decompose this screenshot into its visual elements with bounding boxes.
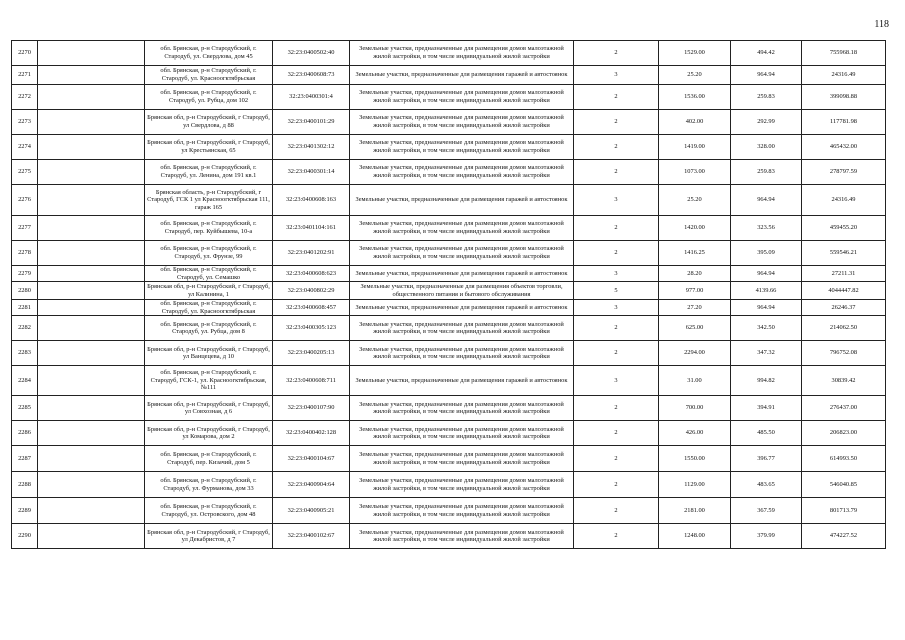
cadastral-value-cell: 4044447.82 bbox=[802, 282, 886, 300]
row-number: 2279 bbox=[12, 266, 38, 282]
row-number: 2272 bbox=[12, 85, 38, 110]
land-use-cell: Земельные участки, предназначенные для размещения домов малоэтажной жилой застройки, в том числе индивидуальной жилой застройки bbox=[350, 446, 574, 472]
land-use-cell: Земельные участки, предназначенные для размещения домов малоэтажной жилой застройки, в том числе индивидуальной жилой застройки bbox=[350, 160, 574, 185]
group-cell: 2 bbox=[574, 135, 659, 160]
rate-cell: 396.77 bbox=[731, 446, 802, 472]
cadastral-number-cell: 32:23:0400102:67 bbox=[273, 524, 350, 549]
spacer-cell bbox=[38, 185, 145, 216]
area-cell: 402.00 bbox=[659, 110, 731, 135]
cadastral-value-cell: 24316.49 bbox=[802, 66, 886, 85]
row-number: 2285 bbox=[12, 396, 38, 421]
land-use-cell: Земельные участки, предназначенные для размещения гаражей и автостоянок bbox=[350, 266, 574, 282]
group-cell: 2 bbox=[574, 421, 659, 446]
spacer-cell bbox=[38, 366, 145, 396]
table-row bbox=[12, 216, 886, 241]
row-number: 2283 bbox=[12, 341, 38, 366]
land-use-cell: Земельные участки, предназначенные для размещения домов малоэтажной жилой застройки, в том числе индивидуальной жилой застройки bbox=[350, 216, 574, 241]
land-use-cell: Земельные участки, предназначенные для размещения гаражей и автостоянок bbox=[350, 185, 574, 216]
area-cell: 1248.00 bbox=[659, 524, 731, 549]
cadastral-number-cell: 32:23:0400905:21 bbox=[273, 498, 350, 524]
spacer-cell bbox=[38, 446, 145, 472]
row-number: 2275 bbox=[12, 160, 38, 185]
address-cell: обл. Брянская, р-н Стародубский, г. Стародуб, ул. Красноогктябрьская bbox=[145, 66, 273, 85]
rate-cell: 328.00 bbox=[731, 135, 802, 160]
area-cell: 25.20 bbox=[659, 185, 731, 216]
rate-cell: 994.82 bbox=[731, 366, 802, 396]
group-cell: 3 bbox=[574, 185, 659, 216]
cadastral-value-cell: 801713.79 bbox=[802, 498, 886, 524]
area-cell: 977.00 bbox=[659, 282, 731, 300]
rate-cell: 292.99 bbox=[731, 110, 802, 135]
address-cell: обл. Брянская, р-н Стародубский, г. Стародуб, пер. Кизачий, дом 5 bbox=[145, 446, 273, 472]
spacer-cell bbox=[38, 524, 145, 549]
land-use-cell: Земельные участки, предназначенные для размещения домов малоэтажной жилой застройки, в том числе индивидуальной жилой застройки bbox=[350, 41, 574, 66]
table-row bbox=[12, 446, 886, 472]
cadastral-value-cell: 276437.00 bbox=[802, 396, 886, 421]
group-cell: 2 bbox=[574, 472, 659, 498]
area-cell: 28.20 bbox=[659, 266, 731, 282]
cadastral-value-cell: 26246.37 bbox=[802, 300, 886, 316]
rate-cell: 259.83 bbox=[731, 160, 802, 185]
group-cell: 5 bbox=[574, 282, 659, 300]
cadastral-number-cell: 32:23:0400107:90 bbox=[273, 396, 350, 421]
cadastral-value-cell: 796752.08 bbox=[802, 341, 886, 366]
group-cell: 2 bbox=[574, 41, 659, 66]
cadastral-number-cell: 32:23:0400301:14 bbox=[273, 160, 350, 185]
area-cell: 2294.00 bbox=[659, 341, 731, 366]
area-cell: 426.00 bbox=[659, 421, 731, 446]
land-use-cell: Земельные участки, предназначенные для размещения домов малоэтажной жилой застройки, в том числе индивидуальной жилой застройки bbox=[350, 498, 574, 524]
row-number: 2271 bbox=[12, 66, 38, 85]
cadastral-number-cell: 32:23:0400101:29 bbox=[273, 110, 350, 135]
group-cell: 3 bbox=[574, 66, 659, 85]
table-row bbox=[12, 341, 886, 366]
spacer-cell bbox=[38, 135, 145, 160]
address-cell: Брянская обл, р-н Стародубский, г Стародуб, ул Крестьянская, 65 bbox=[145, 135, 273, 160]
rate-cell: 964.94 bbox=[731, 185, 802, 216]
group-cell: 3 bbox=[574, 300, 659, 316]
cadastral-number-cell: 32:23:0401202:91 bbox=[273, 241, 350, 266]
area-cell: 25.20 bbox=[659, 66, 731, 85]
row-number: 2289 bbox=[12, 498, 38, 524]
rate-cell: 4139.66 bbox=[731, 282, 802, 300]
rate-cell: 379.99 bbox=[731, 524, 802, 549]
cadastral-value-cell: 206823.00 bbox=[802, 421, 886, 446]
address-cell: обл. Брянская, р-н Стародубский, г. Стародуб, ул. Ленина, дом 191 кв.1 bbox=[145, 160, 273, 185]
rate-cell: 483.65 bbox=[731, 472, 802, 498]
address-cell: Брянская обл, р-н Стародубский, г Стародуб, ул Декабристов, д 7 bbox=[145, 524, 273, 549]
rate-cell: 395.09 bbox=[731, 241, 802, 266]
address-cell: обл. Брянская, р-н Стародубский, г. Стародуб, ул. Рубца, дом 102 bbox=[145, 85, 273, 110]
row-number: 2273 bbox=[12, 110, 38, 135]
address-cell: обл. Брянская, р-н Стародубский, г. Стародуб, ул. Свердлова, дом 45 bbox=[145, 41, 273, 66]
row-number: 2287 bbox=[12, 446, 38, 472]
table-row bbox=[12, 160, 886, 185]
land-use-cell: Земельные участки, предназначенные для размещения гаражей и автостоянок bbox=[350, 300, 574, 316]
row-number: 2284 bbox=[12, 366, 38, 396]
cadastral-value-cell: 30839.42 bbox=[802, 366, 886, 396]
table-row bbox=[12, 498, 886, 524]
table-row bbox=[12, 41, 886, 66]
land-use-cell: Земельные участки, предназначенные для размещения домов малоэтажной жилой застройки, в том числе индивидуальной жилой застройки bbox=[350, 316, 574, 341]
area-cell: 2181.00 bbox=[659, 498, 731, 524]
cadastral-value-cell: 614993.50 bbox=[802, 446, 886, 472]
cadastral-value-cell: 399098.88 bbox=[802, 85, 886, 110]
cadastral-value-cell: 27211.31 bbox=[802, 266, 886, 282]
cadastral-number-cell: 32:23:0400608:73 bbox=[273, 66, 350, 85]
spacer-cell bbox=[38, 66, 145, 85]
table-row bbox=[12, 241, 886, 266]
cadastral-value-cell: 459455.20 bbox=[802, 216, 886, 241]
spacer-cell bbox=[38, 266, 145, 282]
cadastral-value-cell: 474227.52 bbox=[802, 524, 886, 549]
land-use-cell: Земельные участки, предназначенные для размещения домов малоэтажной жилой застройки, в том числе индивидуальной жилой застройки bbox=[350, 241, 574, 266]
cadastral-number-cell: 32:23:0400305:123 bbox=[273, 316, 350, 341]
cadastral-number-cell: 32:23:0400502:40 bbox=[273, 41, 350, 66]
address-cell: обл. Брянская, р-н Стародубский, г. Стародуб, ул. Семашко bbox=[145, 266, 273, 282]
cadastral-number-cell: 32:23:0400608:623 bbox=[273, 266, 350, 282]
cadastral-number-cell: 32:23:0400608:457 bbox=[273, 300, 350, 316]
cadastral-number-cell: 32:23:0400608:163 bbox=[273, 185, 350, 216]
land-use-cell: Земельные участки, предназначенные для размещения домов малоэтажной жилой застройки, в том числе индивидуальной жилой застройки bbox=[350, 341, 574, 366]
spacer-cell bbox=[38, 282, 145, 300]
rate-cell: 342.50 bbox=[731, 316, 802, 341]
table-row bbox=[12, 300, 886, 316]
cadastral-number-cell: 32:23:0400104:67 bbox=[273, 446, 350, 472]
land-use-cell: Земельные участки, предназначенные для размещения домов малоэтажной жилой застройки, в том числе индивидуальной жилой застройки bbox=[350, 135, 574, 160]
spacer-cell bbox=[38, 85, 145, 110]
address-cell: Брянская область, р-н Стародубский, г Стародуб, ГСК 1 ул Красноогктябрьская 111, гараж 165 bbox=[145, 185, 273, 216]
land-use-cell: Земельные участки, предназначенные для размещения домов малоэтажной жилой застройки, в том числе индивидуальной жилой застройки bbox=[350, 524, 574, 549]
rate-cell: 323.56 bbox=[731, 216, 802, 241]
group-cell: 2 bbox=[574, 341, 659, 366]
group-cell: 2 bbox=[574, 241, 659, 266]
cadastral-value-cell: 465432.00 bbox=[802, 135, 886, 160]
table-row bbox=[12, 110, 886, 135]
table-row bbox=[12, 135, 886, 160]
row-number: 2290 bbox=[12, 524, 38, 549]
table-body bbox=[12, 41, 886, 549]
spacer-cell bbox=[38, 421, 145, 446]
spacer-cell bbox=[38, 300, 145, 316]
area-cell: 1416.25 bbox=[659, 241, 731, 266]
table-row bbox=[12, 524, 886, 549]
area-cell: 700.00 bbox=[659, 396, 731, 421]
group-cell: 2 bbox=[574, 85, 659, 110]
row-number: 2280 bbox=[12, 282, 38, 300]
area-cell: 1536.00 bbox=[659, 85, 731, 110]
rate-cell: 485.50 bbox=[731, 421, 802, 446]
group-cell: 3 bbox=[574, 266, 659, 282]
group-cell: 2 bbox=[574, 524, 659, 549]
spacer-cell bbox=[38, 110, 145, 135]
land-use-cell: Земельные участки, предназначенные для размещения домов малоэтажной жилой застройки, в том числе индивидуальной жилой застройки bbox=[350, 472, 574, 498]
address-cell: Брянская обл, р-н Стародубский, г Стародуб, ул Свердлова, д 88 bbox=[145, 110, 273, 135]
group-cell: 2 bbox=[574, 216, 659, 241]
rate-cell: 347.32 bbox=[731, 341, 802, 366]
address-cell: обл. Брянская, р-н Стародубский, г. Стародуб, ул. Красноогктябрьская bbox=[145, 300, 273, 316]
cadastral-value-cell: 117781.98 bbox=[802, 110, 886, 135]
land-use-cell: Земельные участки, предназначенные для размещения домов малоэтажной жилой застройки, в том числе индивидуальной жилой застройки bbox=[350, 421, 574, 446]
group-cell: 2 bbox=[574, 316, 659, 341]
table-row bbox=[12, 282, 886, 300]
group-cell: 2 bbox=[574, 160, 659, 185]
table-row bbox=[12, 266, 886, 282]
cadastral-number-cell: 32:23:0400904:64 bbox=[273, 472, 350, 498]
row-number: 2270 bbox=[12, 41, 38, 66]
address-cell: Брянская обл, р-н Стародубский, г Стародуб, ул Ванцецева, д 10 bbox=[145, 341, 273, 366]
group-cell: 2 bbox=[574, 110, 659, 135]
area-cell: 31.00 bbox=[659, 366, 731, 396]
table-row bbox=[12, 472, 886, 498]
group-cell: 2 bbox=[574, 396, 659, 421]
spacer-cell bbox=[38, 396, 145, 421]
rate-cell: 964.94 bbox=[731, 266, 802, 282]
land-use-cell: Земельные участки, предназначенные для размещения объектов торговли, общественного питания и бытового обслуживания bbox=[350, 282, 574, 300]
address-cell: обл. Брянская, р-н Стародубский, г. Стародуб, пер. Куйбышева, 10-а bbox=[145, 216, 273, 241]
cadastral-number-cell: 32:23:0401104:161 bbox=[273, 216, 350, 241]
address-cell: Брянская обл, р-н Стародубский, г Стародуб, ул Комарова, дом 2 bbox=[145, 421, 273, 446]
spacer-cell bbox=[38, 160, 145, 185]
rate-cell: 394.91 bbox=[731, 396, 802, 421]
rate-cell: 367.59 bbox=[731, 498, 802, 524]
row-number: 2278 bbox=[12, 241, 38, 266]
land-use-cell: Земельные участки, предназначенные для размещения домов малоэтажной жилой застройки, в том числе индивидуальной жилой застройки bbox=[350, 396, 574, 421]
address-cell: Брянская обл, р-н Стародубский, г Стародуб, ул Калинина, 1 bbox=[145, 282, 273, 300]
cadastral-number-cell: 32:23:0400608:711 bbox=[273, 366, 350, 396]
cadastral-number-cell: 32:23:0400301:4 bbox=[273, 85, 350, 110]
table-row bbox=[12, 85, 886, 110]
area-cell: 1420.00 bbox=[659, 216, 731, 241]
cadastral-value-cell: 214062.50 bbox=[802, 316, 886, 341]
spacer-cell bbox=[38, 241, 145, 266]
address-cell: обл. Брянская, р-н Стародубский, г. Стародуб, ул. Фурманова, дом 33 bbox=[145, 472, 273, 498]
address-cell: Брянская обл, р-н Стародубский, г Стародуб, ул Совхозная, д 6 bbox=[145, 396, 273, 421]
cadastral-value-cell: 278797.59 bbox=[802, 160, 886, 185]
row-number: 2274 bbox=[12, 135, 38, 160]
rate-cell: 964.94 bbox=[731, 66, 802, 85]
area-cell: 27.20 bbox=[659, 300, 731, 316]
spacer-cell bbox=[38, 498, 145, 524]
spacer-cell bbox=[38, 316, 145, 341]
table-row bbox=[12, 396, 886, 421]
area-cell: 1073.00 bbox=[659, 160, 731, 185]
page-number: 118 bbox=[874, 19, 889, 30]
address-cell: обл. Брянская, р-н Стародубский, г. Стародуб, ГСК-1, ул. Красноогктябрьская, №111 bbox=[145, 366, 273, 396]
cadastral-value-cell: 755968.18 bbox=[802, 41, 886, 66]
cadastral-value-cell: 546040.85 bbox=[802, 472, 886, 498]
land-use-cell: Земельные участки, предназначенные для размещения домов малоэтажной жилой застройки, в том числе индивидуальной жилой застройки bbox=[350, 85, 574, 110]
rate-cell: 259.83 bbox=[731, 85, 802, 110]
table-row bbox=[12, 316, 886, 341]
spacer-cell bbox=[38, 41, 145, 66]
group-cell: 2 bbox=[574, 446, 659, 472]
group-cell: 3 bbox=[574, 366, 659, 396]
land-use-cell: Земельные участки, предназначенные для размещения гаражей и автостоянок bbox=[350, 66, 574, 85]
table-row bbox=[12, 421, 886, 446]
cadastral-value-cell: 24316.49 bbox=[802, 185, 886, 216]
area-cell: 1129.00 bbox=[659, 472, 731, 498]
rate-cell: 964.94 bbox=[731, 300, 802, 316]
area-cell: 1419.00 bbox=[659, 135, 731, 160]
area-cell: 1529.00 bbox=[659, 41, 731, 66]
cadastral-number-cell: 32:23:0401302:12 bbox=[273, 135, 350, 160]
land-plots-table bbox=[11, 40, 886, 549]
cadastral-value-cell: 559546.21 bbox=[802, 241, 886, 266]
row-number: 2276 bbox=[12, 185, 38, 216]
table-row bbox=[12, 185, 886, 216]
cadastral-number-cell: 32:23:0400802:29 bbox=[273, 282, 350, 300]
row-number: 2281 bbox=[12, 300, 38, 316]
row-number: 2282 bbox=[12, 316, 38, 341]
cadastral-number-cell: 32:23:0400402:128 bbox=[273, 421, 350, 446]
row-number: 2277 bbox=[12, 216, 38, 241]
area-cell: 1550.00 bbox=[659, 446, 731, 472]
spacer-cell bbox=[38, 341, 145, 366]
address-cell: обл. Брянская, р-н Стародубский, г. Стародуб, ул. Рубца, дом 8 bbox=[145, 316, 273, 341]
rate-cell: 494.42 bbox=[731, 41, 802, 66]
area-cell: 625.00 bbox=[659, 316, 731, 341]
group-cell: 2 bbox=[574, 498, 659, 524]
table-row bbox=[12, 66, 886, 85]
spacer-cell bbox=[38, 216, 145, 241]
address-cell: обл. Брянская, р-н Стародубский, г. Стародуб, ул. Фрунзе, 99 bbox=[145, 241, 273, 266]
row-number: 2286 bbox=[12, 421, 38, 446]
cadastral-number-cell: 32:23:0400205:13 bbox=[273, 341, 350, 366]
address-cell: обл. Брянская, р-н Стародубский, г. Стародуб, ул. Островского, дом 48 bbox=[145, 498, 273, 524]
land-use-cell: Земельные участки, предназначенные для размещения гаражей и автостоянок bbox=[350, 366, 574, 396]
spacer-cell bbox=[38, 472, 145, 498]
row-number: 2288 bbox=[12, 472, 38, 498]
table-row bbox=[12, 366, 886, 396]
land-use-cell: Земельные участки, предназначенные для размещения домов малоэтажной жилой застройки, в том числе индивидуальной жилой застройки bbox=[350, 110, 574, 135]
